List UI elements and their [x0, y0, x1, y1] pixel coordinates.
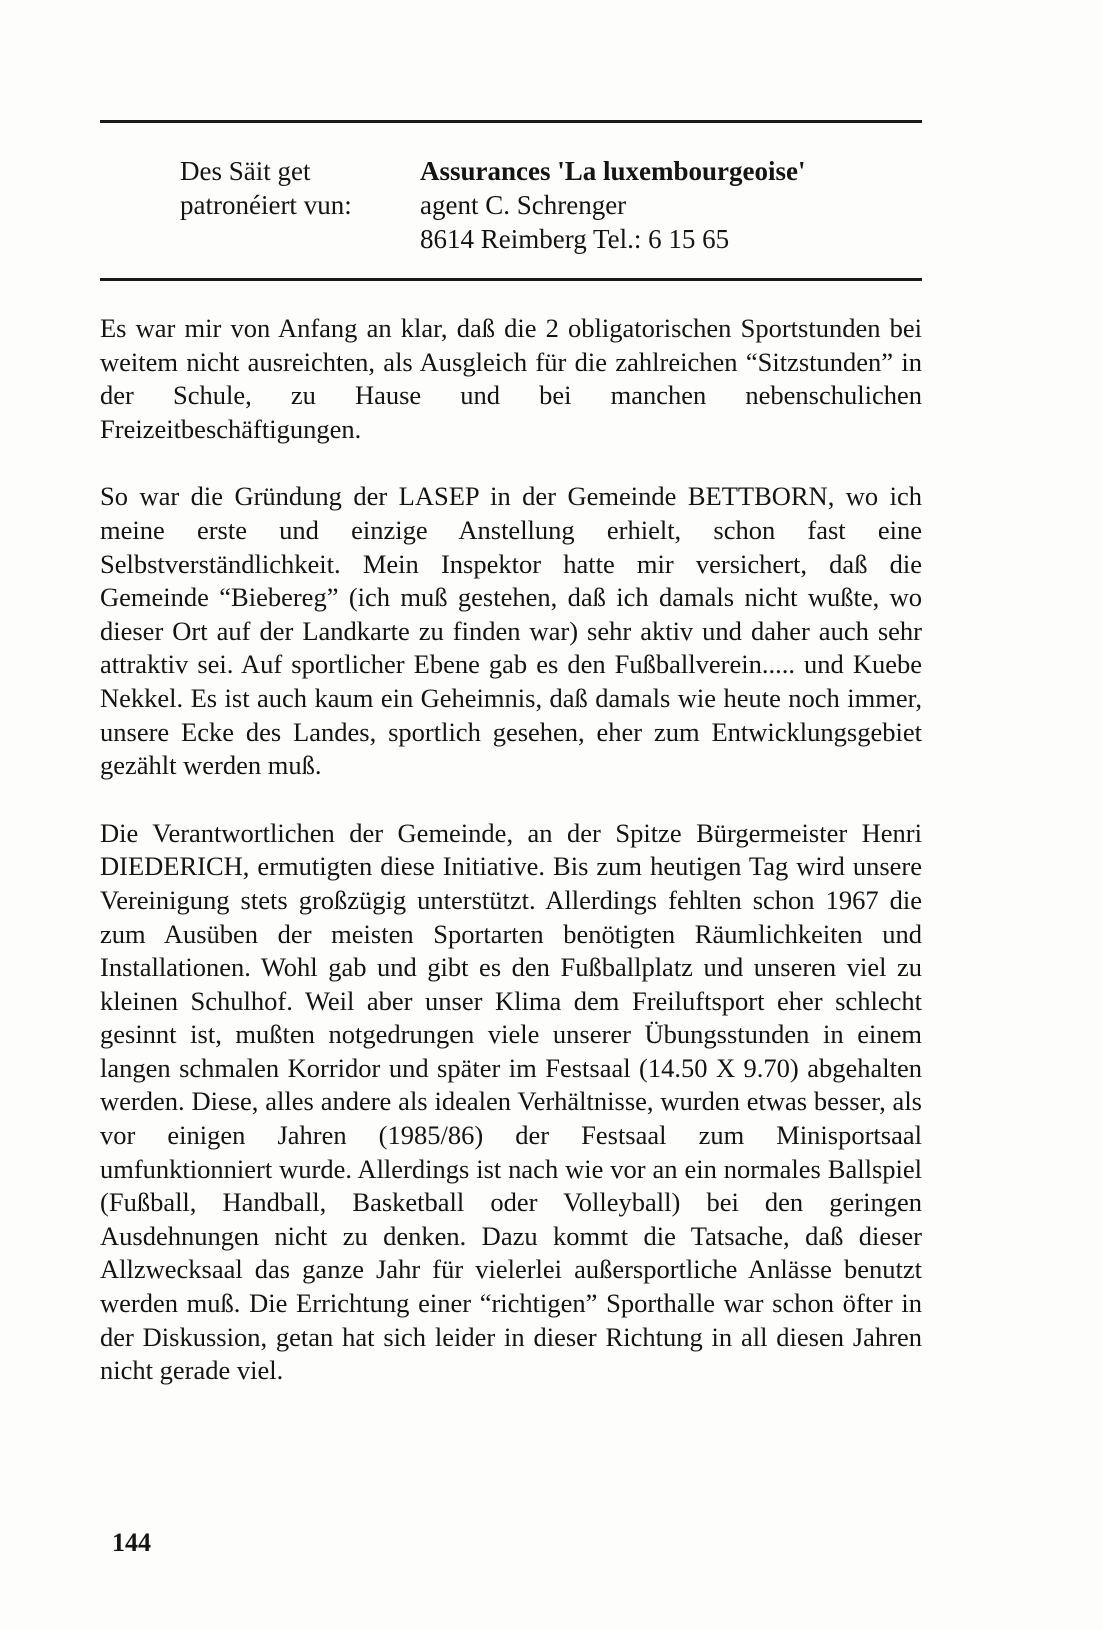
paragraph: Es war mir von Anfang an klar, daß die 2 obligatorischen Sportstunden bei weitem nicht ausreichten, als Ausgleich für die zahlreichen “Sitzstunden” in der Schule, zu Hause und bei manchen nebenschulichen Freizeitbeschäftigungen.: [100, 313, 922, 444]
sponsor-label-line: patronéiert vun:: [180, 190, 352, 220]
paragraph: Die Verantwortlichen der Gemeinde, an der Spitze Bürgermeister Henri DIEDERICH, ermutigten diese Initiative. Bis zum heutigen Tag wird unsere Vereinigung stets großzügig unterstützt. Allerdings fehlten schon 1967 die zum Ausüben der meisten Sportarten benötigten Räumlichkeiten und Installationen. Wohl gab und gibt es den Fußballplatz und unseren viel zu kleinen Schulhof. Weil aber unser Klima dem Freiluftsport eher schlecht gesinnt ist, mußten notgedrungen viele unserer Übungsstunden in einem langen schmalen Korridor und später im Festsaal (14.50 X 9.70) abgehalten werden. Diese, alles andere als idealen Verhältnisse, wurden etwas besser, als vor einigen Jahren (1985/86) der Festsaal zum Minisportsaal umfunktionniert wurde. Allerdings ist nach wie vor an ein normales Ballspiel (Fußball, Handball, Basketball oder Volleyball) bei den geringen Ausdehnungen nicht zu denken. Dazu kommt die Tatsache, daß dieser Allzwecksaal das ganze Jahr für vielerlei außersportliche Anlässe benutzt werden muß. Die Errichtung einer “richtigen” Sporthalle war schon öfter in der Diskussion, getan hat sich leider in dieser Richtung in all diesen Jahren nicht gerade viel.: [100, 817, 922, 1386]
sponsor-label: [180, 154, 410, 222]
sponsor-company: Assurances 'La luxembourgeoise': [420, 156, 806, 186]
sponsor-address: 8614 Reimberg Tel.: 6 15 65: [420, 224, 730, 254]
article-body: [100, 312, 922, 1422]
paragraph: So war die Gründung der LASEP in der Gemeinde BETTBORN, wo ich meine erste und einzige Anstellung erhielt, schon fast eine Selbstverständlichkeit. Mein Inspektor hatte mir versichert, daß die Gemeinde “Biebereg” (ich muß gestehen, daß ich damals nicht wußte, wo dieser Ort auf der Landkarte zu finden war) sehr aktiv und daher auch sehr attraktiv sei. Auf sportlicher Ebene gab es den Fußballverein..... und Kuebe Nekkel. Es ist auch kaum ein Geheimnis, daß damals wie heute noch immer, unsere Ecke des Landes, sportlich gesehen, eher zum Entwicklungsgebiet gezählt werden muß.: [100, 481, 922, 781]
sponsor-label-line: Des Säit get: [180, 156, 311, 186]
top-divider: [100, 120, 922, 123]
sponsor-agent: agent C. Schrenger: [420, 190, 627, 220]
sponsor-details: [420, 154, 920, 256]
bottom-divider: [100, 278, 922, 281]
page-number: 144: [112, 1528, 151, 1557]
